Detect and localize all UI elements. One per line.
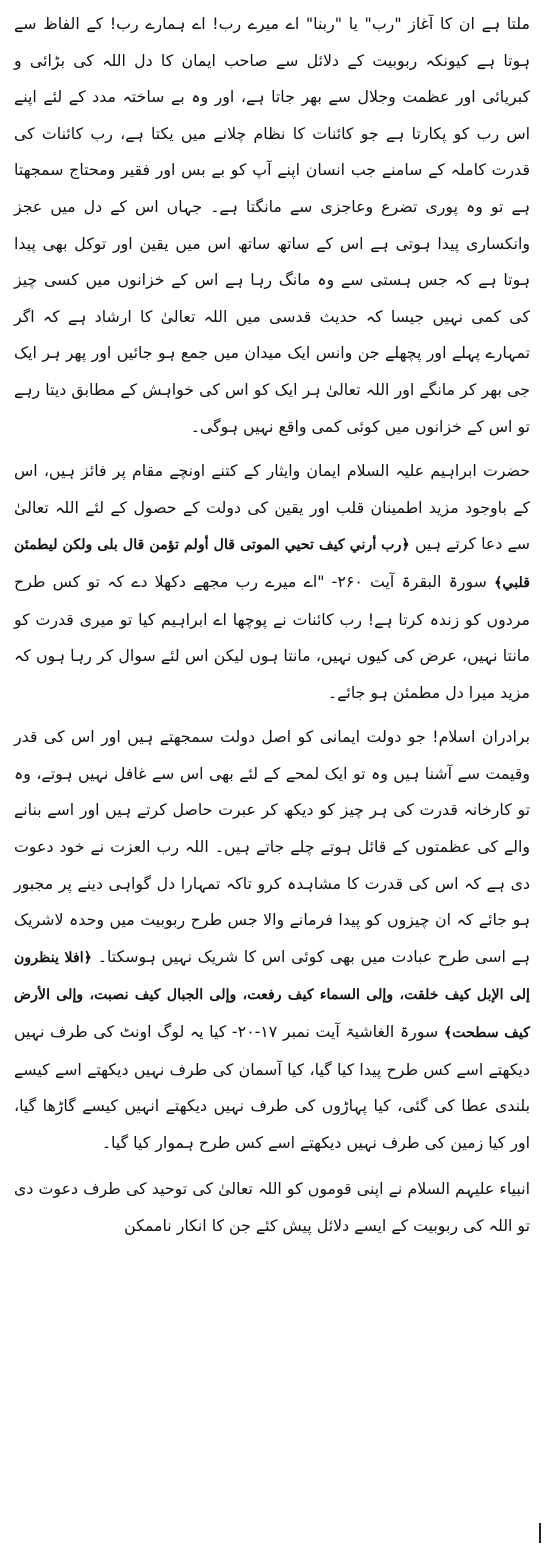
paragraph-text: انبیاء علیہم السلام نے اپنی قوموں کو اللہ تعالیٰ کی توحید کی طرف دعوت دی تو اللہ کی ربوبیت کے ایسے دلائل پیش کئے جن کا انکار ناممکن: [14, 1179, 530, 1235]
paragraph-3: [14, 719, 530, 1161]
paragraph-text: ملتا ہے ان کا آغاز "رب" یا "ربنا" اے میرے رب! اے ہمارے رب! کے الفاظ سے ہوتا ہے کیونکہ ربوبیت کے دلائل سے صاحب ایمان کا دل اللہ کی بڑائی و کبریائی اور عظمت وجلال سے بھر جاتا ہے، اور وہ بے ساختہ مدد کے لئے اپنے اس رب کو پکارتا ہے جو کائنات کا نظام چلانے میں یکتا ہے، رب کائنات کی قدرت کاملہ کے سامنے جب انسان اپنے آپ کو بے بس اور فقیر ومحتاج سمجھتا ہے تو وہ پوری تضرع وعاجزی سے مانگتا ہے۔ جہاں اس کے دل میں عجز وانکساری پیدا ہوتی ہے اس کے ساتھ ساتھ اس میں یقین اور توکل بھی پیدا ہوتا ہے کہ جس ہستی سے وہ مانگ رہا ہے اس کے خزانوں میں کسی چیز کی کمی نہیں جیسا کہ حدیث قدسی میں اللہ تعالیٰ کا ارشاد ہے کہ اگر تمہارے پہلے اور پچھلے جن وانس ایک میدان میں جمع ہو جائیں اور پھر ہر ایک جی بھر کر مانگے اور اللہ تعالیٰ ہر ایک کو اس کی خواہش کے مطابق دیتا رہے تو اس کے خزانوں میں کوئی کمی واقع نہیں ہوگی۔: [14, 14, 530, 436]
quran-verse: ﴿رب أرني كيف تحيي الموتى قال أولم تؤمن قال بلى ولكن ليطمئن قلبي﴾: [14, 537, 530, 591]
paragraph-1: [14, 6, 530, 445]
page-edge-mark: [539, 1523, 541, 1543]
paragraph-text: برادران اسلام! جو دولت ایمانی کو اصل دولت سمجھتے ہیں اور اس کی قدر وقیمت سے آشنا ہیں وہ تو ایک لمحے کے لئے بھی اس سے غافل نہیں ہوتے، وہ تو کارخانہ قدرت کی ہر چیز کو دیکھ کر عبرت حاصل کرتے ہیں اور اسے بنانے والے کی عظمتوں کے قائل ہوتے چلے جاتے ہیں۔ اللہ رب العزت نے خود دعوت دی ہے کہ اس کی قدرت کا مشاہدہ کرو تاکہ تمہارا دل گواہی دینے پر مجبور ہو جائے کہ ان چیزوں کو پیدا فرمانے والا جس طرح ربوبیت میں وحدہ لاشریک ہے اسی طرح عبادت میں بھی کوئی اس کا شریک نہیں ہوسکتا۔: [14, 727, 530, 966]
paragraph-4: [14, 1171, 530, 1244]
paragraph-2: [14, 453, 530, 711]
quran-verse: ﴿افلا ينظرون إلى الإبل كيف خلقت، وإلى السماء كيف رفعت، وإلى الجبال كيف نصبت، وإلى الأرض كيف سطحت﴾: [14, 949, 531, 1042]
paragraph-text: حضرت ابراہیم علیہ السلام ایمان وایثار کے کتنے اونچے مقام پر فائز ہیں، اس کے باوجود مزید اطمینان قلب اور یقین کی دولت کے حصول کے لئے اللہ تعالیٰ سے دعا کرتے ہیں: [14, 461, 530, 554]
paragraph-text: سورۃ البقرۃ آیت ۲۶۰- "اے میرے رب مجھے دکھلا دے کہ تو کس طرح مردوں کو زندہ کرتا ہے! رب کائنات نے پوچھا اے ابراہیم کیا تو میری قدرت کو مانتا نہیں، عرض کی کیوں نہیں، مانتا ہوں لیکن اس لئے سوال کر رہا ہوں کہ مزید میرا دل مطمئن ہو جائے۔: [14, 571, 530, 702]
paragraph-text: سورۃ الغاشیۃ آیت نمبر ۱۷-۲۰- کیا یہ لوگ اونٹ کی طرف نہیں دیکھتے اسے کس طرح پیدا کیا گیا، کیا آسمان کی طرف نہیں دیکھتے اسے کیسے بلندی عطا کی گئی، کیا پہاڑوں کی طرف نہیں دیکھتے انہیں کیسے گاڑھا گیا، اور کیا زمین کی طرف نہیں دیکھتے اسے کس طرح ہموار کیا گیا۔: [14, 1022, 530, 1152]
